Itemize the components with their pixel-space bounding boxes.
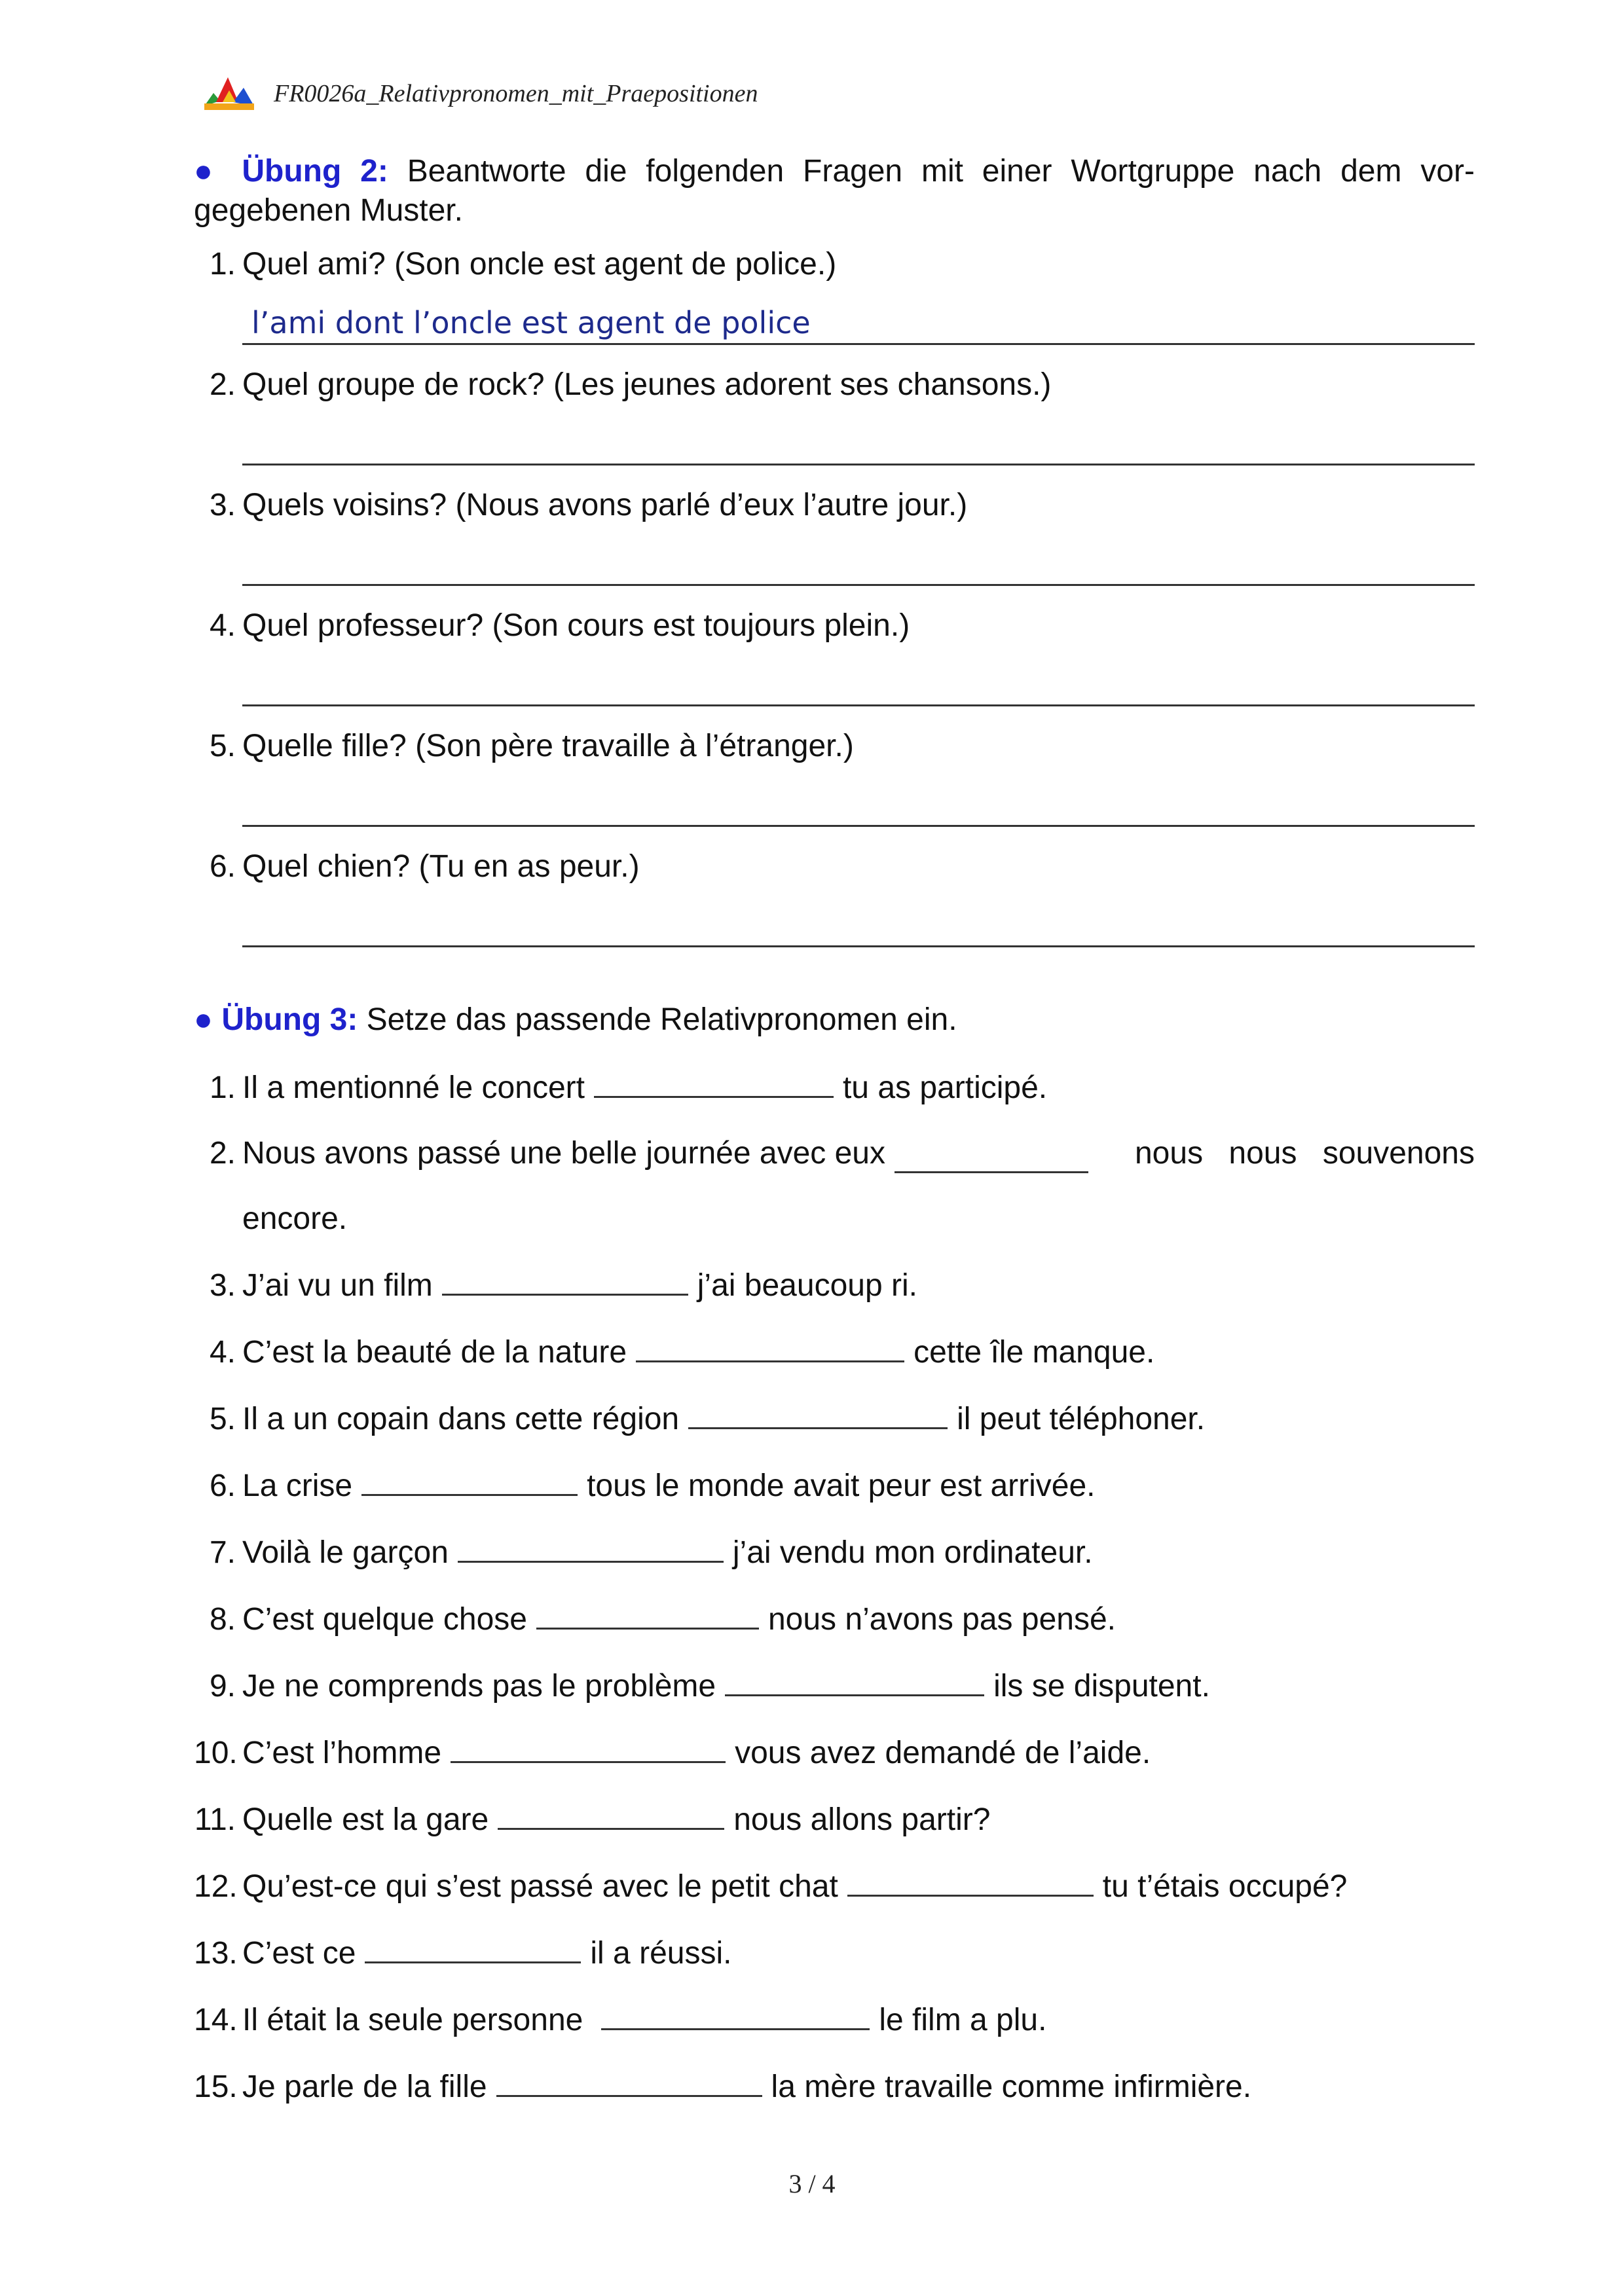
- fill-in-blank[interactable]: [451, 1732, 726, 1763]
- handwritten-answer: [242, 907, 251, 943]
- exercise-2-instruction: Beantworte die folgenden Fragen mit einer Wortgruppe nach dem vor-gegebenen Muster.: [194, 154, 1475, 228]
- answer-line[interactable]: [242, 543, 1475, 586]
- item-number: 1.: [209, 247, 236, 282]
- fill-in-blank[interactable]: [688, 1398, 948, 1429]
- item-number: 14.: [194, 2003, 238, 2037]
- item-number: 4.: [209, 1335, 236, 1370]
- answer-line[interactable]: [242, 664, 1475, 706]
- item-number: 5.: [209, 1402, 236, 1436]
- fill-in-blank[interactable]: [895, 1142, 1088, 1173]
- fill-in-blank[interactable]: [498, 1799, 724, 1830]
- handwritten-answer: [242, 666, 251, 702]
- sentence-start: Il a un copain dans cette région: [242, 1402, 680, 1436]
- sentence-start: C’est ce: [242, 1936, 356, 1971]
- sentence-end: j’ai beaucoup ri.: [697, 1268, 917, 1303]
- question-item: [194, 365, 1475, 486]
- sentence-item: [194, 1599, 1475, 1639]
- sentence-item: [194, 1532, 1475, 1573]
- item-number: 10.: [194, 1736, 238, 1770]
- fill-in-blank[interactable]: [458, 1532, 724, 1563]
- document-title: FR0026a_Relativpronomen_mit_Praepositionen: [274, 80, 758, 107]
- answer-line[interactable]: [242, 302, 1475, 345]
- sentence-start: C’est quelque chose: [242, 1602, 527, 1637]
- sentence-start: C’est l’homme: [242, 1736, 442, 1770]
- fill-in-blank[interactable]: [725, 1666, 984, 1696]
- question-text: Quelle fille? (Son père travaille à l’étranger.): [242, 729, 854, 763]
- item-number: 2.: [209, 1136, 236, 1171]
- item-number: 7.: [209, 1535, 236, 1570]
- sentence-end: il a réussi.: [590, 1936, 732, 1971]
- sentence-end: j’ai vendu mon ordinateur.: [732, 1535, 1093, 1570]
- exercise-3-list: [194, 1067, 1475, 2107]
- fill-in-blank[interactable]: [847, 1866, 1094, 1897]
- sentence-end: nous allons partir?: [733, 1802, 991, 1837]
- sentence-item: [194, 1067, 1475, 1108]
- sentence-item: [194, 1999, 1475, 2040]
- answer-line[interactable]: [242, 905, 1475, 947]
- sentence-continuation: encore.: [242, 1201, 348, 1236]
- publisher-logo-icon: [203, 73, 255, 114]
- worksheet-content: [194, 152, 1475, 2133]
- sentence-end: tu t’étais occupé?: [1102, 1869, 1348, 1904]
- fill-in-blank[interactable]: [365, 1933, 581, 1963]
- handwritten-answer: [242, 426, 251, 461]
- question-text: Quel chien? (Tu en as peur.): [242, 849, 640, 884]
- item-number: 6.: [209, 849, 236, 884]
- sentence-item: [194, 1332, 1475, 1372]
- question-item: [194, 606, 1475, 727]
- sentence-end: vous avez demandé de l’aide.: [735, 1736, 1151, 1770]
- fill-in-blank[interactable]: [536, 1599, 759, 1630]
- item-number: 3.: [209, 488, 236, 522]
- fill-in-blank[interactable]: [361, 1465, 578, 1496]
- sentence-start: Quelle est la gare: [242, 1802, 489, 1837]
- sentence-start: Qu’est-ce qui s’est passé avec le petit chat: [242, 1869, 838, 1904]
- fill-in-blank[interactable]: [636, 1332, 904, 1362]
- item-number: 15.: [194, 2069, 238, 2104]
- item-number: 9.: [209, 1669, 236, 1704]
- page-header: [203, 71, 758, 117]
- item-number: 13.: [194, 1936, 238, 1971]
- item-number: 12.: [194, 1869, 238, 1904]
- exercise-3-label: Übung 3:: [221, 1002, 358, 1037]
- item-number: 4.: [209, 608, 236, 643]
- sentence-start: Je ne comprends pas le problème: [242, 1669, 716, 1704]
- sentence-end: tous le monde avait peur est arrivée.: [587, 1468, 1096, 1503]
- answer-line[interactable]: [242, 423, 1475, 465]
- question-item: [194, 486, 1475, 606]
- handwritten-answer: l’ami dont l’oncle est agent de police: [251, 305, 811, 340]
- sentence-end: cette île manque.: [913, 1335, 1155, 1370]
- question-text: Quels voisins? (Nous avons parlé d’eux l’autre jour.): [242, 488, 968, 522]
- item-number: 11.: [194, 1802, 236, 1837]
- sentence-end: nous n’avons pas pensé.: [767, 1602, 1116, 1637]
- exercise-3-instruction: Setze das passende Relativpronomen ein.: [366, 1002, 957, 1037]
- sentence-item: [194, 1866, 1475, 1906]
- sentence-end: il peut téléphoner.: [957, 1402, 1206, 1436]
- sentence-start: Il a mentionné le concert: [242, 1070, 585, 1105]
- sentence-item: [194, 1265, 1475, 1305]
- question-item: [194, 847, 1475, 968]
- sentence-end: tu as participé.: [842, 1070, 1048, 1105]
- sentence-end: la mère travaille comme infirmière.: [771, 2069, 1252, 2104]
- sentence-start: Je parle de la fille: [242, 2069, 487, 2104]
- sentence-start: La crise: [242, 1468, 353, 1503]
- exercise-2: [194, 152, 1475, 968]
- sentence-item: [194, 1398, 1475, 1439]
- sentence-item: [194, 1732, 1475, 1773]
- fill-in-blank[interactable]: [442, 1265, 688, 1296]
- handwritten-answer: [242, 546, 251, 581]
- fill-in-blank[interactable]: [496, 2066, 762, 2097]
- item-number: 2.: [209, 367, 236, 402]
- sentence-item: [194, 2066, 1475, 2107]
- item-number: 8.: [209, 1602, 236, 1637]
- question-text: Quel groupe de rock? (Les jeunes adorent ses chansons.): [242, 367, 1052, 402]
- sentence-start: Voilà le garçon: [242, 1535, 449, 1570]
- exercise-2-label: Übung 2:: [242, 154, 388, 189]
- sentence-start: Nous avons passé une belle journée avec eux: [242, 1136, 885, 1171]
- sentence-end: ils se disputent.: [993, 1669, 1210, 1704]
- sentence-item: [194, 1134, 1475, 1239]
- fill-in-blank[interactable]: [594, 1067, 834, 1098]
- question-item: [194, 727, 1475, 847]
- question-item: [194, 245, 1475, 365]
- item-number: 6.: [209, 1468, 236, 1503]
- item-number: 3.: [209, 1268, 236, 1303]
- question-text: Quel ami? (Son oncle est agent de police.): [242, 247, 837, 282]
- exercise-3: [194, 1000, 1475, 2107]
- sentence-item: [194, 1666, 1475, 1706]
- sentence-start: J’ai vu un film: [242, 1268, 433, 1303]
- item-number: 5.: [209, 729, 236, 763]
- handwritten-answer: [242, 787, 251, 822]
- exercise-2-heading: [194, 152, 1475, 230]
- sentence-item: [194, 1799, 1475, 1840]
- sentence-start: Il était la seule personne: [242, 2003, 583, 2037]
- sentence-end: nous nous souvenons: [1134, 1136, 1475, 1171]
- sentence-item: [194, 1933, 1475, 1973]
- bullet-icon: ●: [194, 1002, 213, 1037]
- question-text: Quel professeur? (Son cours est toujours plein.): [242, 608, 910, 643]
- sentence-item: [194, 1465, 1475, 1506]
- bullet-icon: ●: [194, 154, 223, 189]
- exercise-2-list: [194, 245, 1475, 968]
- sentence-start: C’est la beauté de la nature: [242, 1335, 627, 1370]
- page-number: 3 / 4: [788, 2169, 836, 2198]
- exercise-3-heading: [194, 1000, 1475, 1040]
- answer-line[interactable]: [242, 784, 1475, 827]
- sentence-end: le film a plu.: [879, 2003, 1047, 2037]
- fill-in-blank[interactable]: [601, 1999, 870, 2030]
- item-number: 1.: [209, 1070, 236, 1105]
